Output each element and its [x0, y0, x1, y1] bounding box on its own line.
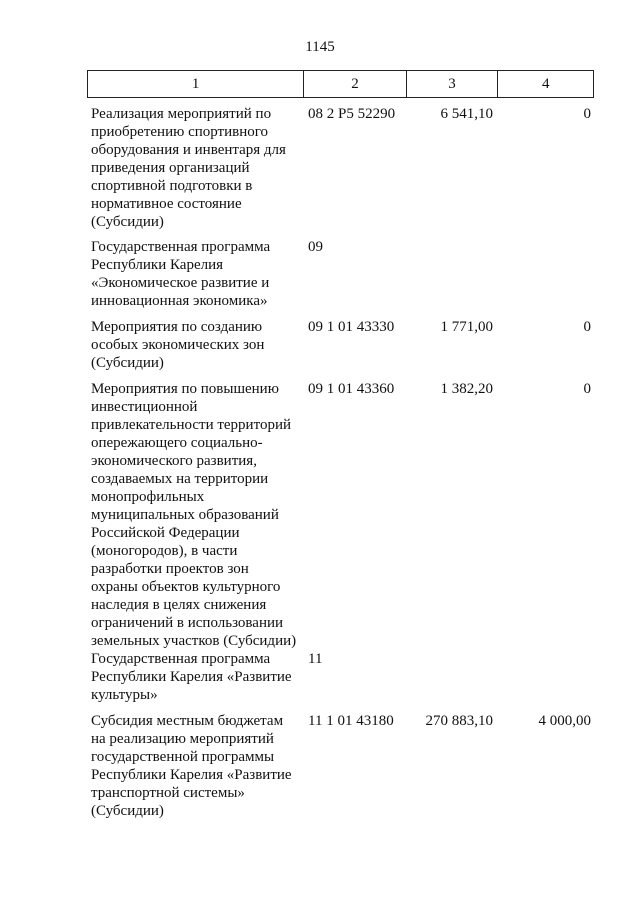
row-code: 09: [308, 239, 323, 255]
row-name: Государственная программа Республики Карелия «Экономическое развитие и инновационная экономика»: [91, 239, 271, 309]
row-sum: 270 883,10: [425, 713, 493, 729]
header-col-2: 2: [304, 71, 407, 97]
row-sum: 1 771,00: [440, 319, 493, 335]
header-col-4: 4: [541, 75, 550, 92]
row-name: Государственная программа Республики Карелия «Развитие культуры»: [91, 651, 292, 703]
row-name: Мероприятия по созданию особых экономических зон (Субсидии): [91, 319, 265, 371]
row-sum-2: 0: [583, 381, 591, 397]
row-name: Мероприятия по повышению инвестиционной привлекательности территорий опережающего социально- экономического развития, создаваемых на территории монопрофильных муниципальных образований Российской Федерации (моногородов), в части разработки проектов зон охраны объектов культурного наследия в целях снижения ограничений в использовании земельных участков (Субсидии): [91, 381, 297, 649]
row-sum: 6 541,10: [440, 106, 493, 122]
row-name: Реализация мероприятий по приобретению спортивного оборудования и инвентаря для приведения организаций спортивной подготовки в нормативное состояние (Субсидии): [91, 106, 286, 230]
row-code: 11: [308, 651, 323, 667]
row-sum-2: 0: [583, 319, 591, 335]
page-number: 1145: [305, 39, 335, 55]
row-code: 08 2 Р5 52290: [308, 106, 396, 122]
row-sum-2: 0: [583, 106, 591, 122]
header-col-3: 3: [407, 71, 499, 97]
row-code: 11 1 01 43180: [308, 713, 394, 729]
row-code: 09 1 01 43330: [308, 319, 395, 335]
row-sum: 1 382,20: [440, 381, 493, 397]
table-header: [87, 70, 594, 98]
row-code: 09 1 01 43360: [308, 381, 395, 397]
row-name: Субсидия местным бюджетам на реализацию мероприятий государственной программы Республики Карелия «Развитие транспортной системы» (Субсидии): [91, 713, 292, 819]
row-sum-2: 4 000,00: [538, 713, 591, 729]
header-col-1: 1: [88, 71, 304, 97]
